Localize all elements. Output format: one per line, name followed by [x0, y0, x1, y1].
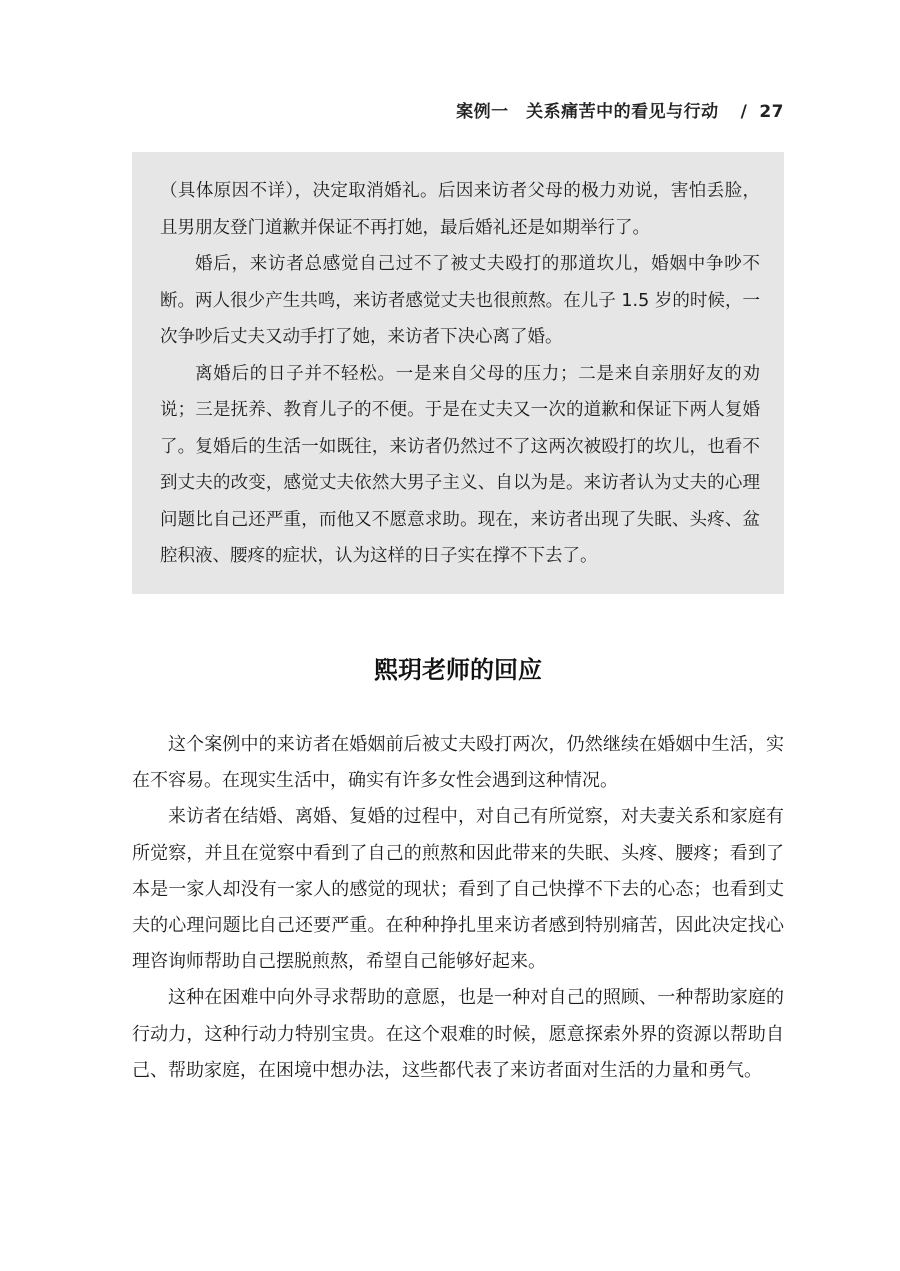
- case-paragraph: 婚后，来访者总感觉自己过不了被丈夫殴打的那道坎儿，婚姻中争吵不断。两人很少产生共鸣，来访者感觉丈夫也很煎熬。在儿子 1.5 岁的时候，一次争吵后丈夫又动手打了她，来访者下决心离了婚。: [160, 254, 760, 347]
- response-paragraph: 来访者在结婚、离婚、复婚的过程中，对自己有所觉察，对夫妻关系和家庭有所觉察，并且在觉察中看到了自己的煎熬和因此带来的失眠、头疼、腰疼；看到了本是一家人却没有一家人的感觉的现状；看到了自己快撑不下去的心态；也看到丈夫的心理问题比自己还要严重。在种种挣扎里来访者感到特别痛苦，因此决定找心理咨询师帮助自己摆脱煎熬，希望自己能够好起来。: [132, 806, 784, 973]
- section-title: 熙玥老师的回应: [374, 655, 542, 684]
- response-paragraph: 这个案例中的来访者在婚姻前后被丈夫殴打两次，仍然继续在婚姻中生活，实在不容易。在现实生活中，确实有许多女性会遇到这种情况。: [132, 734, 784, 792]
- case-paragraph: （具体原因不详），决定取消婚礼。后因来访者父母的极力劝说，害怕丢脸，且男朋友登门道歉并保证不再打她，最后婚礼还是如期举行了。: [160, 181, 760, 238]
- case-paragraph: 离婚后的日子并不轻松。一是来自父母的压力；二是来自亲朋好友的劝说；三是抚养、教育儿子的不便。于是在丈夫又一次的道歉和保证下两人复婚了。复婚后的生活一如既往，来访者仍然过不了这两次被殴打的坎儿，也看不到丈夫的改变，感觉丈夫依然大男子主义、自以为是。来访者认为丈夫的心理问题比自己还严重，而他又不愿意求助。现在，来访者出现了失眠、头疼、盆腔积液、腰疼的症状，认为这样的日子实在撑不下去了。: [160, 363, 760, 566]
- running-header: [456, 97, 784, 122]
- response-body: [132, 727, 784, 1089]
- header-separator: /: [740, 102, 748, 122]
- response-paragraph: 这种在困难中向外寻求帮助的意愿，也是一种对自己的照顾、一种帮助家庭的行动力，这种行动力特别宝贵。在这个艰难的时候，愿意探索外界的资源以帮助自己、帮助家庭，在困境中想办法，这些都代表了来访者面对生活的力量和勇气。: [132, 987, 784, 1081]
- page-number: 27: [759, 102, 784, 122]
- case-description-box: [132, 152, 784, 594]
- chapter-title: 案例一 关系痛苦中的看见与行动: [456, 102, 719, 122]
